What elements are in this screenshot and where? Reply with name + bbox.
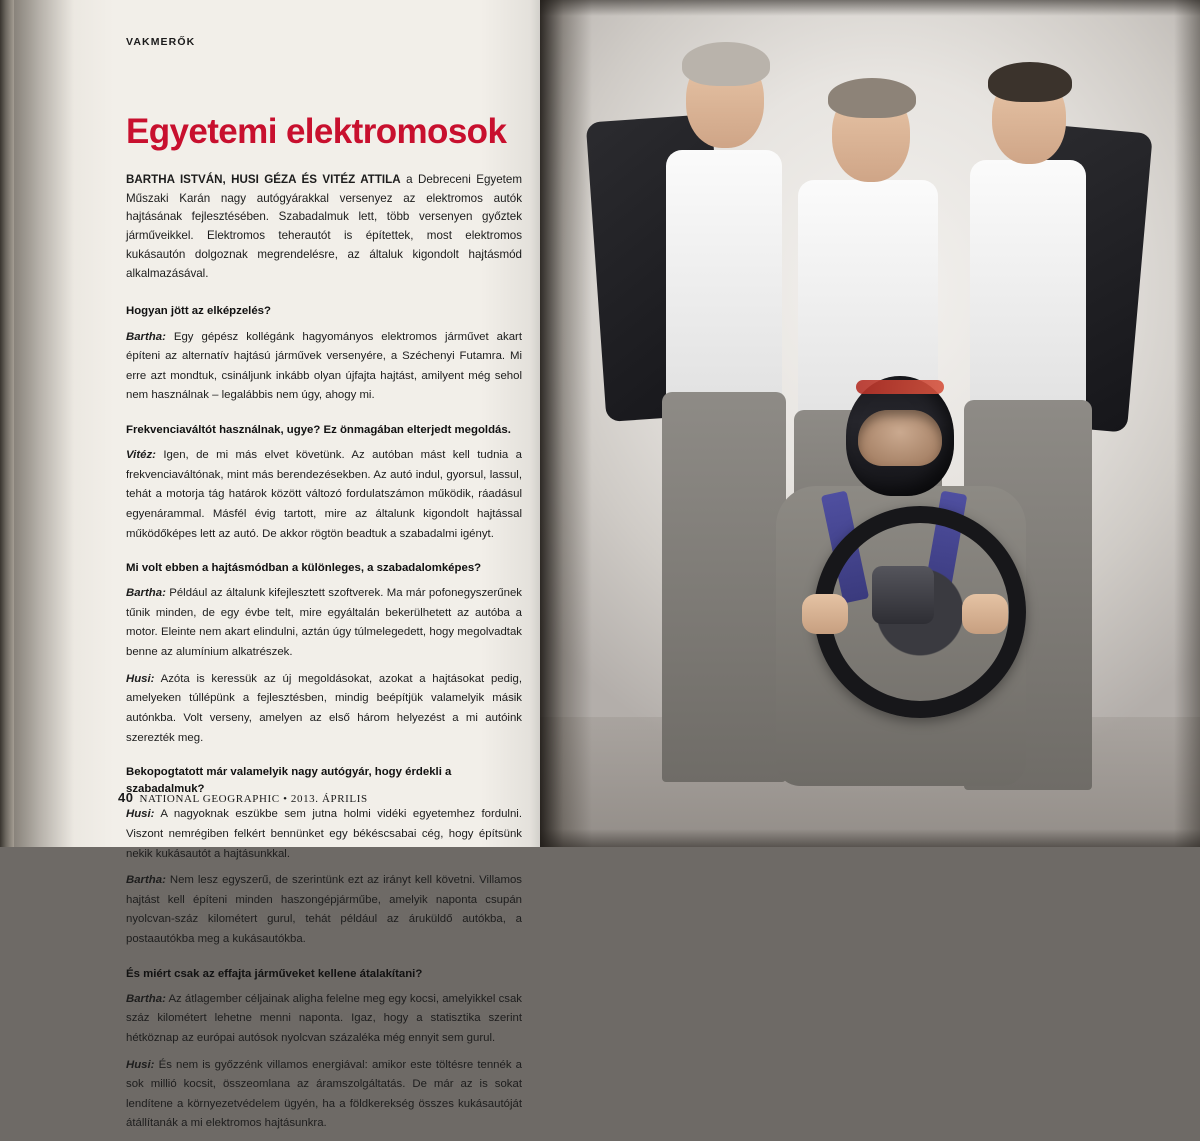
answer-text: Az átlagember céljainak aligha felelne meg egy kocsi, amelyikkel csak száz kilométert lehetne menni naponta. Igaz, hogy a statisztika szerint hétköznap az európai autósok nyolcvan százaléka még ennyit sem gurul. [126, 992, 522, 1044]
photo-top-shadow [540, 0, 1200, 16]
answer-text: Egy gépész kollégánk hagyományos elektromos járművet akart építeni az alternatív hajtású járművek versenyére, a Széchenyi Futamra. Mi erre azt mondtuk, csináljunk inkább olyan újfajta hajtást, amilyent még sehol nem használnak – legalábbis nem úgy, ahogy mi. [126, 330, 522, 402]
answer-speaker: Bartha: [126, 874, 166, 887]
folio-separator: • [279, 793, 291, 805]
interview-answer [126, 584, 522, 662]
issue-date: 2013. ÁPRILIS [290, 793, 368, 805]
interview-question: Hogyan jött az elképzelés? [126, 305, 271, 318]
person-right-hair [988, 62, 1072, 102]
answer-text: A nagyoknak eszükbe sem jutna holmi vidéki egyetemhez fordulni. Viszont nemrégiben felkért bennünket egy békéscsabai cég, hogy építsünk nekik kukásautót a hajtásunkkal. [126, 808, 522, 860]
lead-body: a Debreceni Egyetem Műszaki Karán nagy autógyárakkal versenyez az elektromos autók hajtásának fejlesztésében. Szabadalmuk lett, több versenyen győztek járműveikkel. Elektromos teherautót is építettek, most elektromos kukásautón dolgoznak megrendelésre, az általuk kigondolt hajtásmód alkalmazásával. [126, 172, 522, 280]
answer-speaker: Bartha: [126, 992, 166, 1005]
interview-answer [126, 805, 522, 864]
helmet-visor-opening [858, 410, 942, 466]
group-photograph [540, 0, 1200, 847]
driver-hand-left [802, 594, 848, 634]
page-title: Egyetemi elektromosok [126, 112, 507, 151]
helmet-stripe [856, 380, 944, 394]
answer-text: És nem is győzzénk villamos energiával: amikor este töltésre tennék a sok millió kocsit, összeomlana az áramszolgáltatás. De már az is sokat lendítene a környezetvédelem ügyén, ha a földkerekség összes kukásautóját átállítanák a mi elektromos hajtásunkra. [126, 1058, 522, 1130]
interview-answer [126, 871, 522, 949]
driver-hand-right [962, 594, 1008, 634]
answer-speaker: Husi: [126, 1058, 155, 1071]
person-right-shirt [970, 160, 1086, 410]
interview-answer [126, 990, 522, 1049]
person-left-shirt [666, 150, 782, 400]
interview-question: Mi volt ebben a hajtásmódban a különleges, a szabadalomképes? [126, 562, 482, 575]
answer-text: Igen, de mi más elvet követünk. Az autóban mást kell tudnia a frekvenciaváltónak, mint más berendezésekben. Az autó indul, gyorsul, lassul, tehát a motorja tág határok között változó fordulatszámon működik, ráadásul egyenárammal. Másfél évig tartott, mire az általunk kigondolt hajtással működőképes lett az autó. De akkor rögtön beadtuk a szabadalmi igényt. [126, 449, 522, 540]
article-text-column [126, 36, 522, 1141]
left-page [0, 0, 560, 1130]
page-folio [118, 790, 368, 805]
interview-answer [126, 328, 522, 406]
answer-speaker: Vitéz: [126, 449, 156, 462]
interview-answer [126, 446, 522, 544]
page-number: 40 [118, 790, 134, 805]
photo-bottom-shadow [540, 829, 1200, 847]
photo-gutter-shadow [540, 0, 592, 847]
article-lead-paragraph [126, 171, 522, 284]
answer-speaker: Husi: [126, 808, 155, 821]
person-left-hair [682, 42, 770, 86]
lead-names: BARTHA ISTVÁN, HUSI GÉZA ÉS VITÉZ ATTILA [126, 172, 401, 186]
section-kicker: VAKMERŐK [126, 36, 196, 48]
magazine-name: NATIONAL GEOGRAPHIC [139, 793, 280, 805]
answer-text: Például az általunk kifejlesztett szoftverek. Ma már pofonegyszerűnek tűnik minden, de egy évbe telt, mire egyáltalán bekerülhetett az autóba a motor. Eleinte nem akart elindulni, aztán úgy túlmelegedett, hogy megolvadtak benne az alumínium alkatrészek. [126, 587, 522, 659]
person-left-trousers [662, 392, 786, 782]
answer-speaker: Bartha: [126, 330, 166, 343]
answer-speaker: Husi: [126, 672, 155, 685]
interview-answer [126, 1056, 522, 1134]
person-center-hair [828, 78, 916, 118]
answer-speaker: Bartha: [126, 587, 166, 600]
interview-answer [126, 670, 522, 748]
interview-question: Bekopogtatott már valamelyik nagy autógyár, hogy érdekli a szabadalmuk? [126, 766, 452, 796]
answer-text: Azóta is keressük az új megoldásokat, azokat a hajtásokat pedig, amelyeken túllépünk a fejlesztésben, mindig beépítjük valamelyik másik autónkba. Volt verseny, amelyen az első három helyezést a mi autóink szerezték meg. [126, 672, 522, 744]
right-page [540, 0, 1200, 847]
steering-wheel-hub [872, 566, 934, 624]
answer-text: Nem lesz egyszerű, de szerintünk ezt az irányt kell követni. Villamos hajtást kell építeni minden haszongépjárműbe, amelyik naponta csupán nyolcvan-száz kilométert gurul, tehát például az áruküldő autókba, a postaautókba meg a kukásautókba. [126, 874, 522, 945]
photo-right-edge-shadow [1174, 0, 1200, 847]
interview-question: És miért csak az effajta járműveket kellene átalakítani? [126, 967, 423, 980]
interview-question: Frekvenciaváltót használnak, ugye? Ez önmagában elterjedt megoldás. [126, 423, 511, 436]
